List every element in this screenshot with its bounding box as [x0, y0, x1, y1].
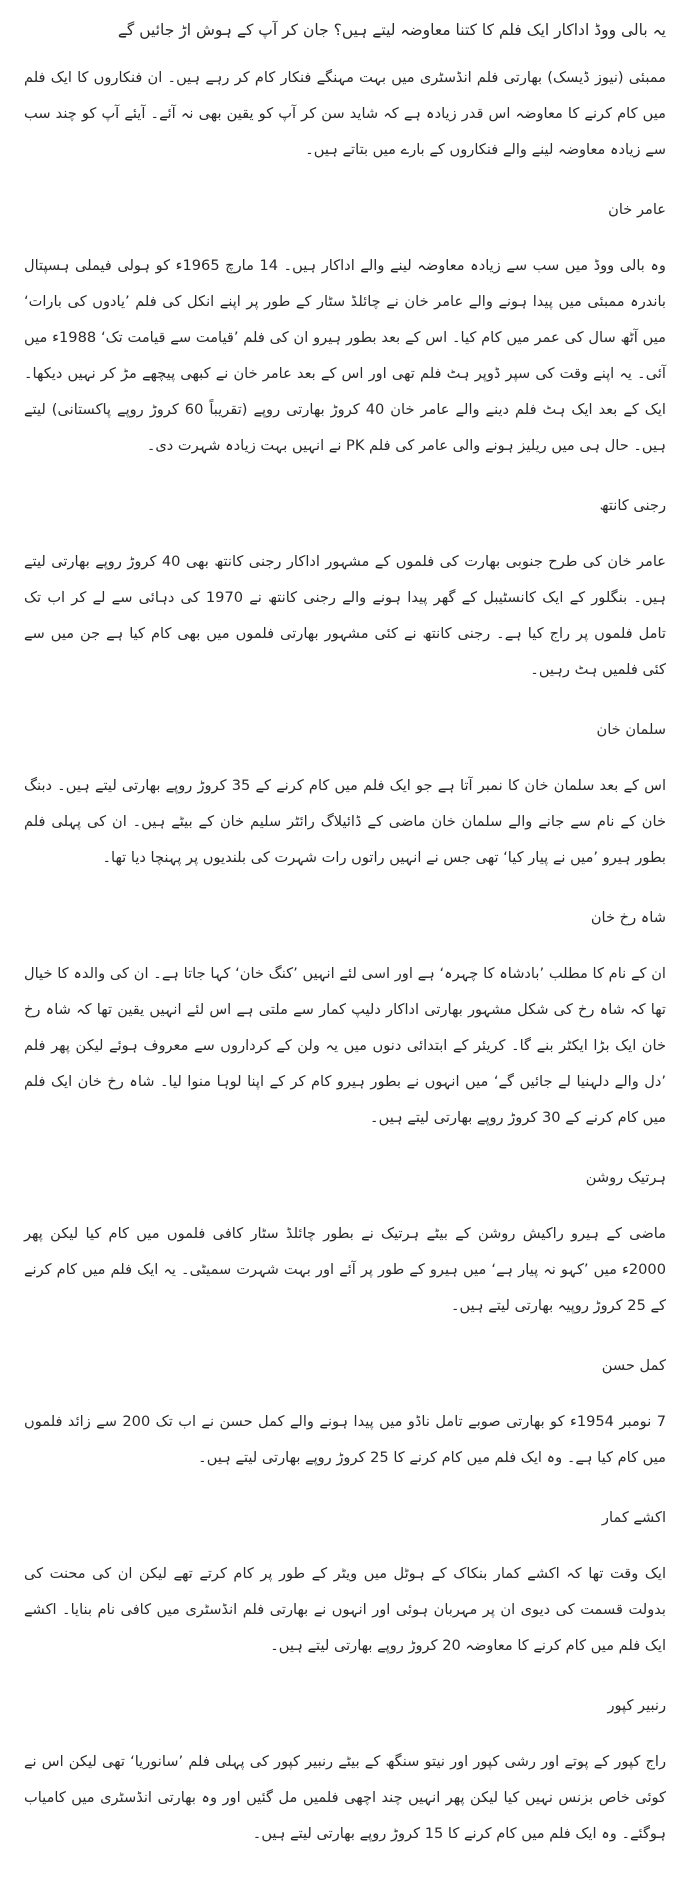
section-body-kamal-haasan: 7 نومبر 1954ء کو بھارتی صوبے تامل ناڈو میں پیدا ہونے والے کمل حسن نے اب تک 200 سے زائد فلموں میں کام کیا ہے۔ وہ ایک فلم میں کام کرنے کا 25 کروڑ روپے بھارتی لیتے ہیں۔ [24, 1413, 666, 1466]
section-body-aamir-khan: وہ بالی ووڈ میں سب سے زیادہ معاوضہ لینے والے اداکار ہیں۔ 14 مارچ 1965ء کو ہولی فیملی ہسپتال باندرہ ممبئی میں پیدا ہونے والے عامر خان نے چائلڈ سٹار کے طور پر اپنے انکل کی فلم ’یادوں کی بارات‘ میں آٹھ سال کی عمر میں کام کیا۔ اس کے بعد بطور ہیرو ان کی فلم ’قیامت سے قیامت تک‘ 1988ء میں آئی۔ یہ اپنے وقت کی سپر ڈوپر ہٹ فلم تھی اور اس کے بعد عامر خان نے کبھی پیچھے مڑ کر نہیں دیکھا۔ ایک کے بعد ایک ہٹ فلم دینے والے عامر خان 40 کروڑ بھارتی روپے (تقریباً 60 کروڑ روپے پاکستانی) لیتے ہیں۔ حال ہی میں ریلیز ہونے والی عامر کی فلم PK نے انہیں بہت زیادہ شہرت دی۔ [24, 257, 666, 454]
section-heading-salman-khan: سلمان خان [596, 721, 666, 738]
section-heading-akshay-kumar: اکشے کمار [601, 1509, 666, 1526]
intro-paragraph: ممبئی (نیوز ڈیسک) بھارتی فلم انڈسٹری میں بہت مہنگے فنکار کام کر رہے ہیں۔ ان فنکاروں کا ایک فلم میں کام کرنے کا معاوضہ اس قدر زیادہ ہے کہ شاید سن کر آپ کو یقین بھی نہ آئے۔ آیئے آپ کو چند سب سے زیادہ معاوضہ لینے والے فنکاروں کے بارے میں بتاتے ہیں۔ [24, 69, 666, 158]
section-heading-kamal-haasan: کمل حسن [601, 1357, 666, 1374]
section-body-salman-khan: اس کے بعد سلمان خان کا نمبر آتا ہے جو ایک فلم میں کام کرنے کے 35 کروڑ روپے بھارتی لیتے ہیں۔ دبنگ خان کے نام سے جانے والے سلمان خان ماضی کے ڈائیلاگ رائٹر سلیم خان کے بیٹے ہیں۔ ان کی پہلی فلم بطور ہیرو ’میں نے پیار کیا‘ تھی جس نے انہیں راتوں رات شہرت کی بلندیوں پر پہنچا دیا تھا۔ [24, 777, 667, 866]
section-heading-hrithik-roshan: ہرتیک روشن [585, 1169, 666, 1186]
section-heading-aamir-khan: عامر خان [608, 201, 666, 218]
section-heading-rajinikanth: رجنی کانتھ [599, 497, 666, 514]
section-body-ranbir-kapoor: راج کپور کے پوتے اور رشی کپور اور نیتو سنگھ کے بیٹے رنبیر کپور کی پہلی فلم ’سانوریا‘ تھی لیکن اس نے کوئی خاص بزنس نہیں کیا لیکن پھر انہیں چند اچھی فلمیں مل گئیں اور وہ بھارتی انڈسٹری میں کامیاب ہوگئے۔ وہ ایک فلم میں کام کرنے کا 15 کروڑ روپے بھارتی لیتے ہیں۔ [24, 1753, 666, 1842]
section-body-hrithik-roshan: ماضی کے ہیرو راکیش روشن کے بیٹے ہرتیک نے بطور چائلڈ سٹار کافی فلموں میں کام کیا لیکن پھر 2000ء میں ’کہو نہ پیار ہے‘ میں ہیرو کے طور پر آئے اور بہت شہرت سمیٹی۔ یہ ایک فلم میں کام کرنے کے 25 کروڑ روپیہ بھارتی لیتے ہیں۔ [24, 1225, 666, 1314]
article-title: یہ بالی ووڈ اداکار ایک فلم کا کتنا معاوضہ لیتے ہیں؟ جان کر آپ کے ہوش اڑ جائیں گے [117, 21, 666, 39]
section-body-akshay-kumar: ایک وقت تھا کہ اکشے کمار بنکاک کے ہوٹل میں ویٹر کے طور پر کام کرتے تھے لیکن ان کی محنت کی بدولت قسمت کی دیوی ان پر مہربان ہوئی اور انہوں نے بھارتی فلم انڈسٹری میں کافی نام بنایا۔ اکشے ایک فلم میں کام کرنے کا معاوضہ 20 کروڑ روپے بھارتی لیتے ہیں۔ [24, 1565, 666, 1654]
section-heading-shah-rukh-khan: شاہ رخ خان [590, 909, 666, 926]
section-body-shah-rukh-khan: ان کے نام کا مطلب ’بادشاہ کا چہرہ‘ ہے اور اسی لئے انہیں ’کنگ خان‘ کہا جاتا ہے۔ ان کی والدہ کا خیال تھا کہ شاہ رخ کی شکل مشہور بھارتی اداکار دلیپ کمار سے ملتی ہے اس لئے انہیں یقین تھا کہ شاہ رخ خان ایک بڑا ایکٹر بنے گا۔ کریئر کے ابتدائی دنوں میں یہ ولن کے کرداروں سے معروف ہوئے لیکن پھر فلم ’دل والے دلہنیا لے جائیں گے‘ میں انہوں نے بطور ہیرو کام کر کے اپنا لوہا منوا لیا۔ شاہ رخ خان ایک فلم میں کام کرنے کے 30 کروڑ روپے بھارتی لیتے ہیں۔ [24, 965, 666, 1126]
section-body-rajinikanth: عامر خان کی طرح جنوبی بھارت کی فلموں کے مشہور اداکار رجنی کانتھ بھی 40 کروڑ روپے بھارتی لیتے ہیں۔ بنگلور کے ایک کانسٹیبل کے گھر پیدا ہونے والے رجنی کانتھ نے 1970 کی دہائی سے لے کر اب تک تامل فلموں پر راج کیا ہے۔ رجنی کانتھ نے کئی مشہور بھارتی فلموں میں بھی کام کیا ہے جن میں سے کئی فلمیں ہٹ رہیں۔ [24, 553, 667, 678]
section-heading-ranbir-kapoor: رنبیر کپور [607, 1697, 666, 1714]
